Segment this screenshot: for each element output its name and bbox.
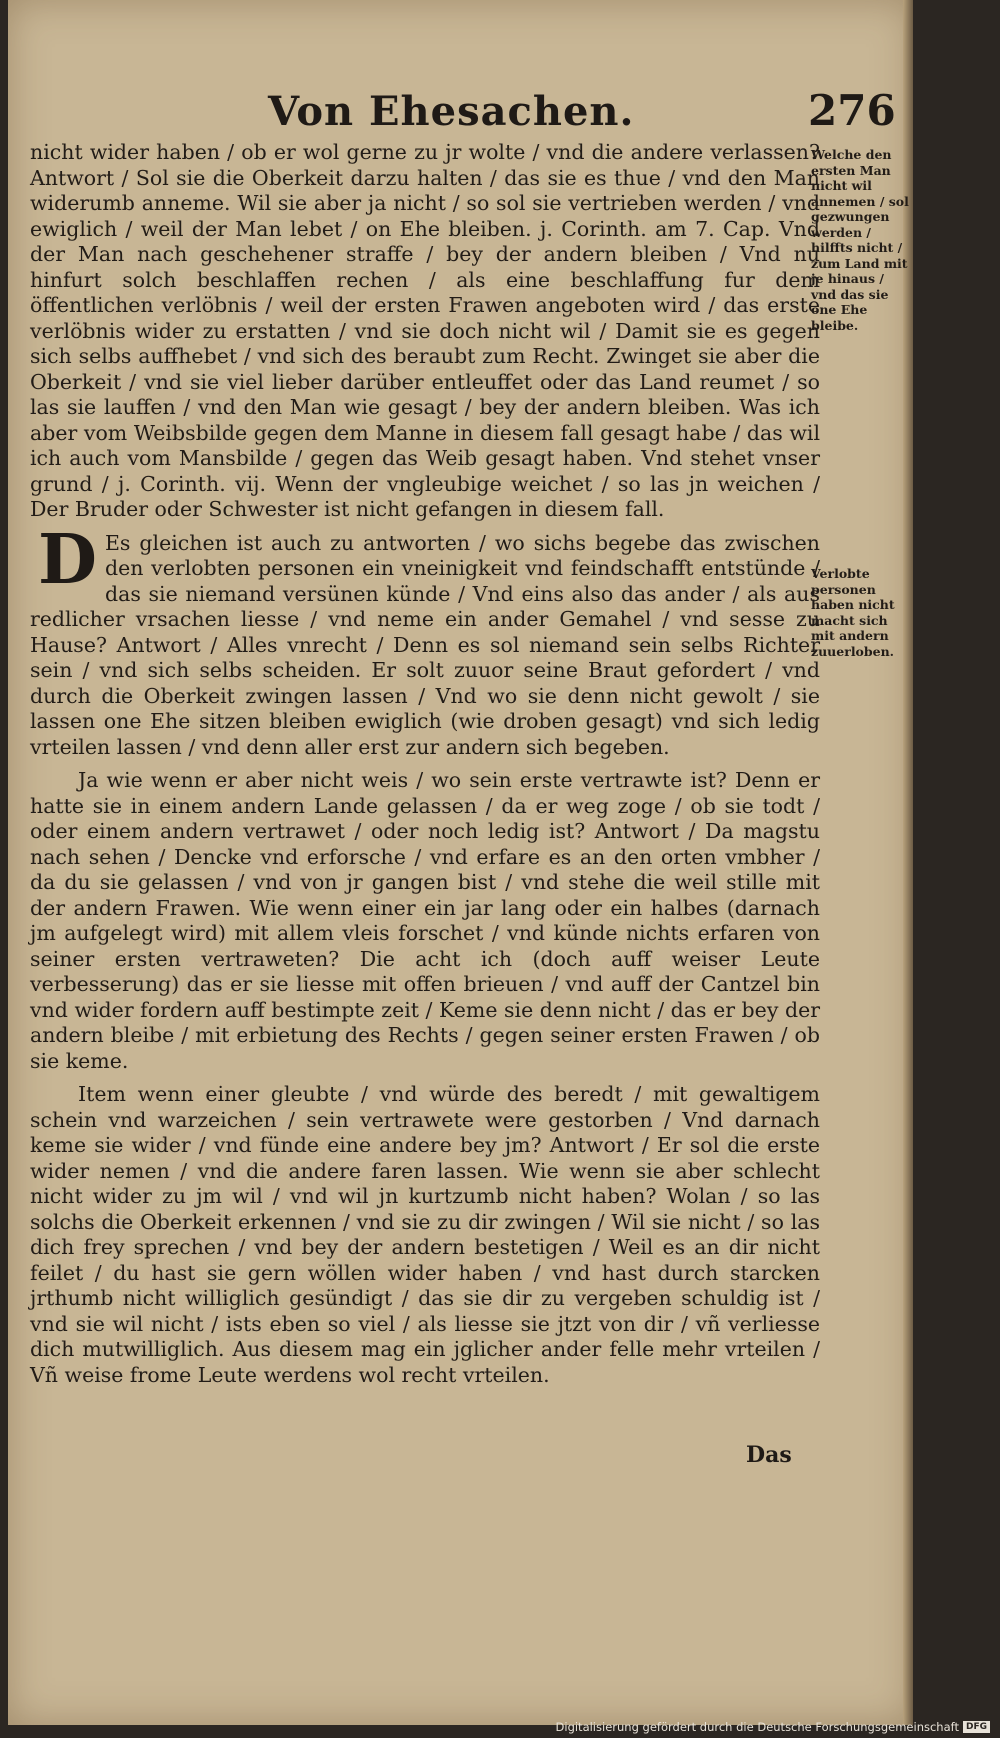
page-number: 276 [808, 86, 896, 135]
marginal-note-1: Welche den ersten Man nicht wil annemen / sol gezwungen werden / hilffts nicht / zum Land mit je hinaus / vnd das sie one Ehe bleibe. [811, 147, 909, 333]
digitization-footer [556, 1720, 990, 1734]
paragraph-1: nicht wider haben / ob er wol gerne zu jr wolte / vnd die andere verlassen? Antwort / Sol sie die Oberkeit darzu halten / das sie es thue / vnd den Man widerumb anneme. Wil sie aber ja nicht / so sol sie vertrieben werden / vnd ewiglich / weil der Man lebet / on Ehe bleiben. j. Corinth. am 7. Cap. Vnd der Man nach geschehener straffe / bey der andern bleiben / Vnd nu hinfurt solch beschlaffen rechen / als eine beschlaffung fur dem öffentlichen verlöbnis / weil der ersten Frawen angeboten wird / das erste verlöbnis wider zu erstatten / vnd sie doch nicht wil / Damit sie es gegen sich selbs auffhebet / vnd sich des beraubt zum Recht. Zwinget sie aber die Oberkeit / vnd sie viel lieber darüber entleuffet oder das Land reumet / so las sie lauffen / vnd den Man wie gesagt / bey der andern bleiben. Was ich aber vom Weibsbilde gegen dem Manne in diesem fall gesagt habe / das wil ich auch vom Mansbilde / gegen das Weib gesagt haben. Vnd stehet vnser grund / j. Corinth. vij. Wenn der vngleubige weichet / so las jn weichen / Der Bruder oder Schwester ist nicht gefangen in diesem fall. [30, 140, 820, 521]
dfg-logo-icon: DFG [963, 1721, 990, 1733]
book-page [8, 0, 913, 1725]
main-text-column [30, 140, 820, 1396]
drop-capital: D [38, 519, 97, 600]
catchword: Das [746, 1442, 792, 1468]
running-title: Von Ehesachen. [268, 88, 635, 135]
paragraph-2-text: Es gleichen ist auch zu antworten / wo sichs begebe das zwischen den verlobten personen ein vneinigkeit vnd feindschafft entstünde / das sie niemand versünen künde / Vnd eins also das ander / als aus redlicher vrsachen liesse / vnd neme ein ander Gemahel / vnd sesse zu Hause? Antwort / Alles vnrecht / Denn es sol niemand sein selbs Richter sein / vnd sich selbs scheiden. Er solt zuuor seine Braut gefordert / vnd durch die Oberkeit zwingen lassen / Vnd wo sie denn nicht gewolt / sie lassen one Ehe sitzen bleiben ewiglich (wie droben gesagt) vnd sich ledig vrteilen lassen / vnd denn aller erst zur andern sich begeben. [30, 530, 820, 759]
paragraph-4: Item wenn einer gleubte / vnd würde des beredt / mit gewaltigem schein vnd warzeichen / sein vertrawete were gestorben / Vnd darnach keme sie wider / vnd fünde eine andere bey jm? Antwort / Er sol die erste wider nemen / vnd die andere faren lassen. Wie wenn sie aber schlecht nicht wider zu jm wil / vnd wil jn kurtzumb nicht haben? Wolan / so las solchs die Oberkeit erkennen / vnd sie zu dir zwingen / Wil sie nicht / so las dich frey sprechen / vnd bey der andern bestetigen / Weil es an dir nicht feilet / du hast sie gern wöllen wider haben / vnd hast durch starcken jrthumb nicht williglich gesündigt / das sie dir zu vergeben schuldig ist / vnd sie wil nicht / ists eben so viel / als liesse sie jtzt von dir / vñ verliesse dich mutwilliglich. Aus diesem mag ein jglicher ander felle mehr vrteilen / Vñ weise frome Leute werdens wol recht vrteilen. [30, 1082, 820, 1387]
paragraph-2 [30, 519, 820, 761]
paragraph-3: Ja wie wenn er aber nicht weis / wo sein erste vertrawte ist? Denn er hatte sie in einem andern Lande gelassen / da er weg zoge / ob sie todt / oder einem andern vertrawet / oder noch ledig ist? Antwort / Da magstu nach sehen / Dencke vnd erforsche / vnd erfare es an den orten vmbher / da du sie gelassen / vnd von jr gangen bist / vnd stehe die weil stille mit der andern Frawen. Wie wenn einer ein jar lang oder ein halbes (darnach jm aufgelegt wird) mit allem vleis forschet / vnd künde nichts erfaren von seiner ersten vertraweten? Die acht ich (doch auff weiser Leute verbesserung) das er sie liesse mit offen brieuen / vnd auff der Cantzel bin vnd wider fordern auff bestimpte zeit / Keme sie denn nicht / das er bey der andern bleibe / mit erbietung des Rechts / gegen seiner ersten Frawen / ob sie keme. [30, 768, 820, 1073]
marginal-note-2: Verlobte personen haben nicht macht sich mit andern zuuerloben. [811, 566, 895, 659]
funding-credit: Digitalisierung gefördert durch die Deutsche Forschungsgemeinschaft [555, 1720, 959, 1734]
